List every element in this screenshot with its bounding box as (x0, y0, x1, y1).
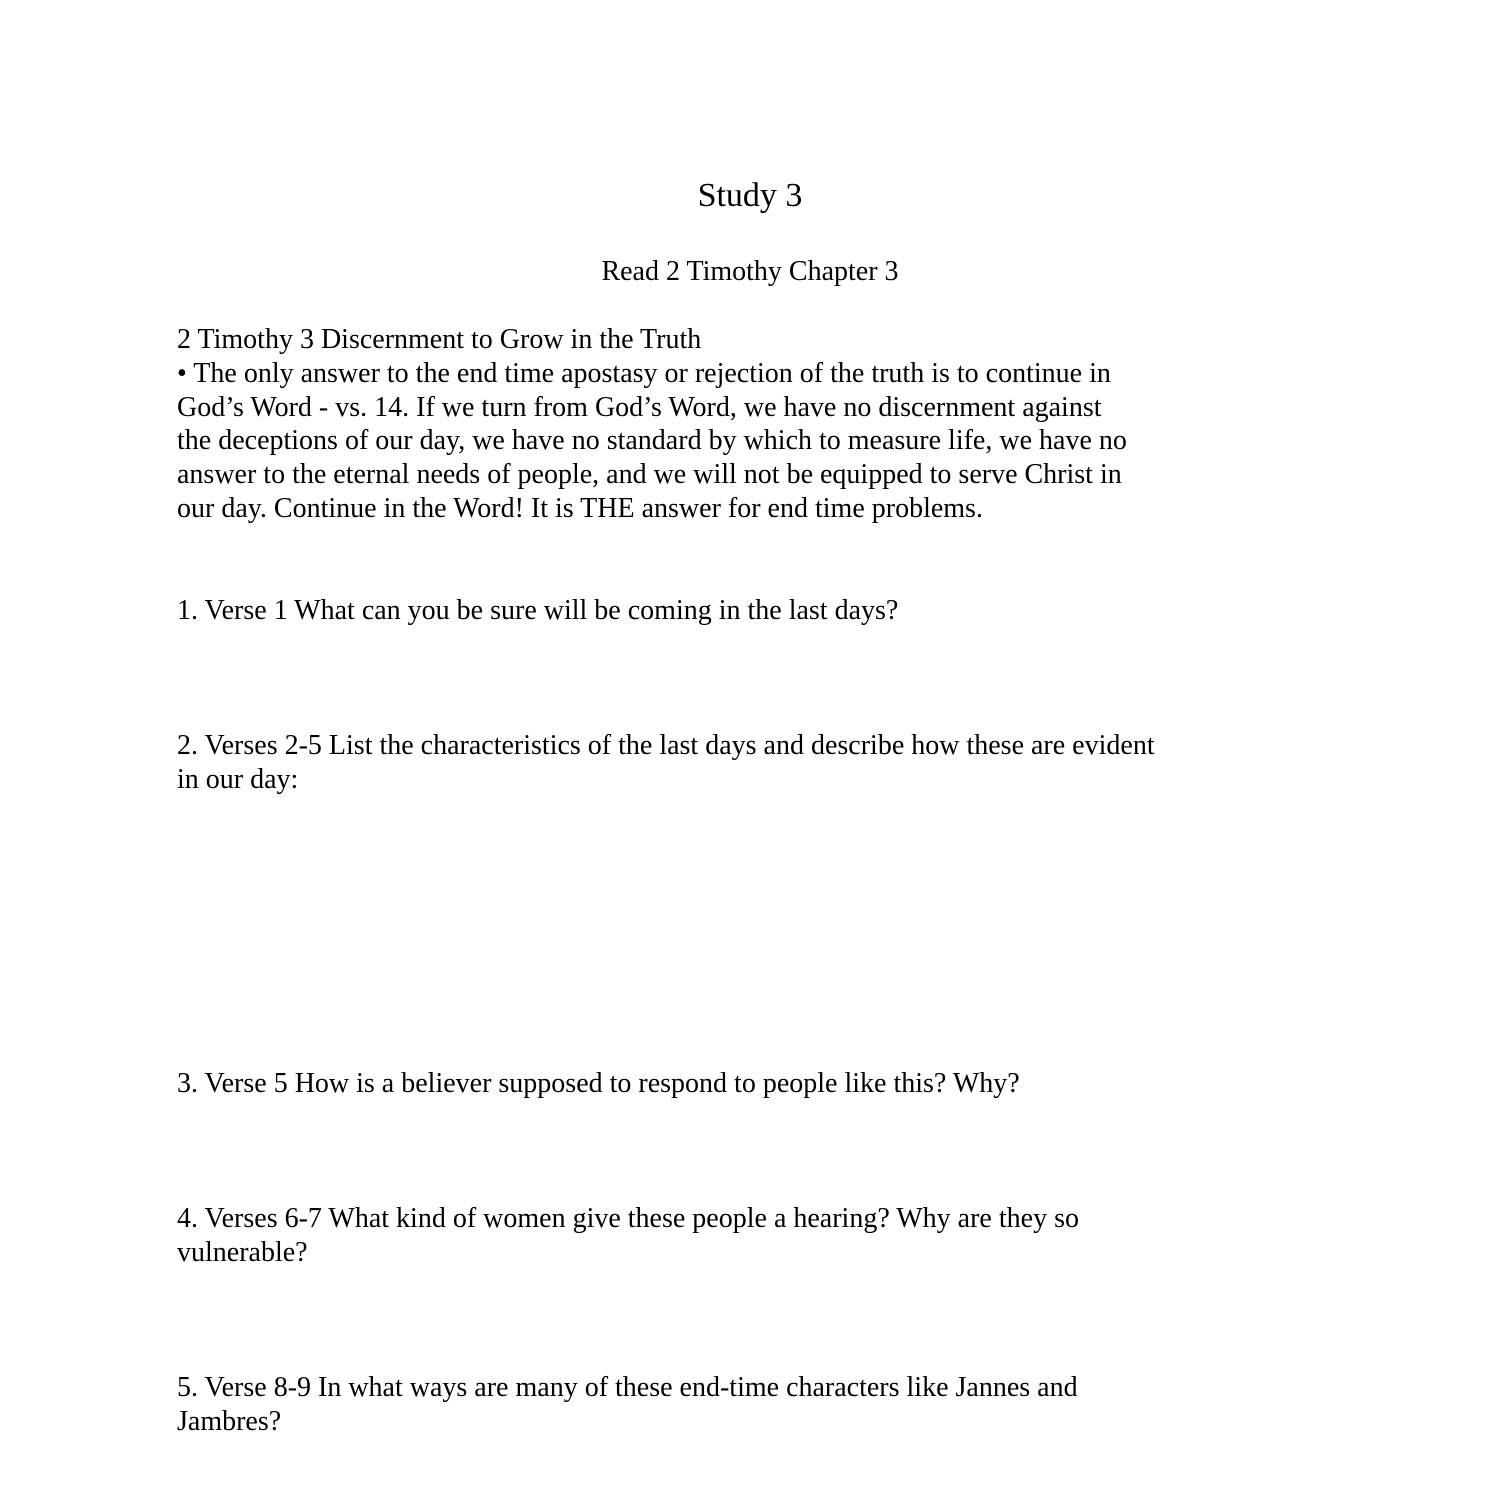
question-4 (177, 1202, 1277, 1270)
question-text: 3. Verse 5 How is a believer supposed to respond to people like this? Why? (177, 1068, 1020, 1099)
intro-line: answer to the eternal needs of people, and we will not be equipped to serve Christ in (177, 459, 1122, 491)
question-2 (177, 729, 1277, 797)
question-text: 5. Verse 8-9 In what ways are many of these end-time characters like Jannes and (177, 1372, 1078, 1403)
intro-line: God’s Word - vs. 14. If we turn from God’s Word, we have no discernment against (177, 391, 1102, 423)
intro-heading: 2 Timothy 3 Discernment to Grow in the Truth (177, 324, 702, 355)
intro-section (177, 323, 1277, 526)
intro-line: the deceptions of our day, we have no standard by which to measure life, we have no (177, 425, 1127, 457)
question-3 (177, 1067, 1277, 1101)
question-5 (177, 1371, 1277, 1439)
page-subtitle: Read 2 Timothy Chapter 3 (601, 256, 899, 287)
intro-line: our day. Continue in the Word! It is THE answer for end time problems. (177, 492, 983, 524)
question-text: in our day: (177, 763, 299, 795)
page-title: Study 3 (697, 177, 803, 214)
question-text: 1. Verse 1 What can you be sure will be coming in the last days? (177, 595, 899, 626)
question-1 (177, 594, 1277, 628)
question-text: vulnerable? (177, 1236, 308, 1268)
intro-line: • The only answer to the end time apostasy or rejection of the truth is to continue in (177, 357, 1111, 389)
question-text: 2. Verses 2-5 List the characteristics of the last days and describe how these are evident (177, 730, 1155, 761)
question-text: Jambres? (177, 1405, 282, 1437)
question-text: 4. Verses 6-7 What kind of women give these people a hearing? Why are they so (177, 1203, 1079, 1234)
